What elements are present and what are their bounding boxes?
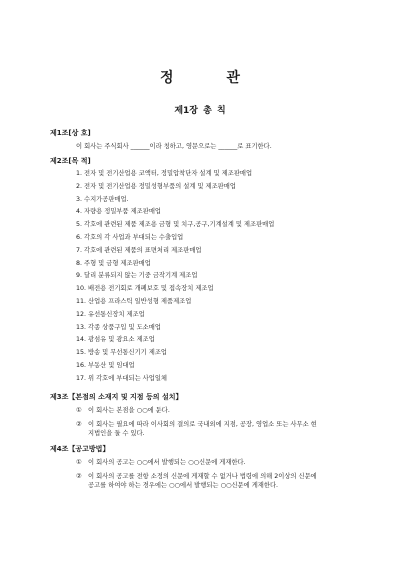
chapter-title: 제1장 총 칙 [174, 106, 226, 116]
article-1-text: 이 회사는 주식회사 ______이라 칭하고, 영문으로는 ______로 표기한다. [76, 143, 272, 150]
list-item: 2. 전자 및 전기산업용 정밀성형부품의 설계 및 제조판매업 [76, 182, 236, 190]
list-item: 17. 위 각호에 부대되는 사업일체 [76, 374, 168, 382]
article-3-clause-1 [50, 406, 380, 415]
list-item: 15. 방송 및 무선통신기기 제조업 [76, 349, 168, 357]
article-2-items [50, 168, 380, 386]
list-item: 6. 각호의 각 사업과 부대되는 수출입업 [76, 233, 184, 241]
clause-text: 이 회사의 공고는 ○○에서 발행되는 ○○신문에 게재한다. [88, 458, 246, 466]
list-item: 4. 자량용 정밀부품 제조판매업 [76, 208, 162, 216]
clause-text: 이 회사는 필요에 따라 이사회의 결의로 국내외에 지점, 공장, 영업소 또는 사무소 현 [88, 420, 317, 428]
list-item: 12. 유선통신장치 제조업 [76, 310, 145, 318]
article-3-clause-2 [50, 420, 380, 438]
list-item: 9. 달리 분류되지 않는 기중 금작기계 제조업 [76, 272, 198, 280]
article-4-heading: 제4조【공고방법】 [50, 444, 110, 453]
list-item: 7. 각호에 관련된 제품의 표면처리 제조판매업 [76, 246, 202, 254]
clause-text: 이 회사는 본점을 ○○에 둔다. [88, 406, 170, 414]
list-item: 16. 부동산 및 임대업 [76, 361, 135, 369]
clause-text: 이 회사의 공고를 전항 소정의 신문에 게재할 수 없거나 법령에 의해 2이상의 신문에 [88, 472, 317, 480]
list-item: 8. 주형 및 금형 제조판매업 [76, 259, 151, 267]
list-item: 13. 각종 상품구입 및 도소매업 [76, 323, 161, 331]
clause-text-continued: 지법인을 둘 수 있다. [88, 429, 145, 437]
article-3-heading: 제3조【본점의 소재지 및 지점 등의 설치】 [50, 392, 183, 401]
clause-number: ① [76, 458, 82, 466]
articles-body [50, 128, 380, 490]
clause-number: ② [76, 472, 82, 480]
list-item: 1. 전자 및 전기산업용 코액터, 정밀압착단자 설계 및 제조판매업 [76, 170, 253, 177]
article-4-clause-2 [50, 472, 380, 490]
clause-text-continued: 공고를 하여야 하는 경우에는 ○○에서 발행되는 ○○신문에 게재한다. [88, 481, 279, 489]
list-item: 5. 각호에 관련된 제품 제조용 금형 및 치구,공구,기계설계 및 제조판매업 [76, 221, 275, 229]
article-2-heading: 제2조[목 적] [50, 157, 91, 165]
clause-number: ① [76, 406, 82, 414]
list-item: 14. 광섬유 및 광요소 제조업 [76, 336, 155, 344]
document-title: 정 관 [160, 70, 240, 86]
list-item: 10. 배전용 전기회로 개폐보호 및 접속장치 제조업 [76, 285, 214, 293]
article-1-heading: 제1조[상 호] [50, 129, 91, 137]
clause-number: ② [76, 420, 82, 428]
list-item: 11. 산업용 프라스틱 일반성형 제품제조업 [76, 297, 192, 305]
list-item: 3. 수지가공판매업. [76, 195, 129, 203]
article-4-clause-1 [50, 458, 380, 467]
